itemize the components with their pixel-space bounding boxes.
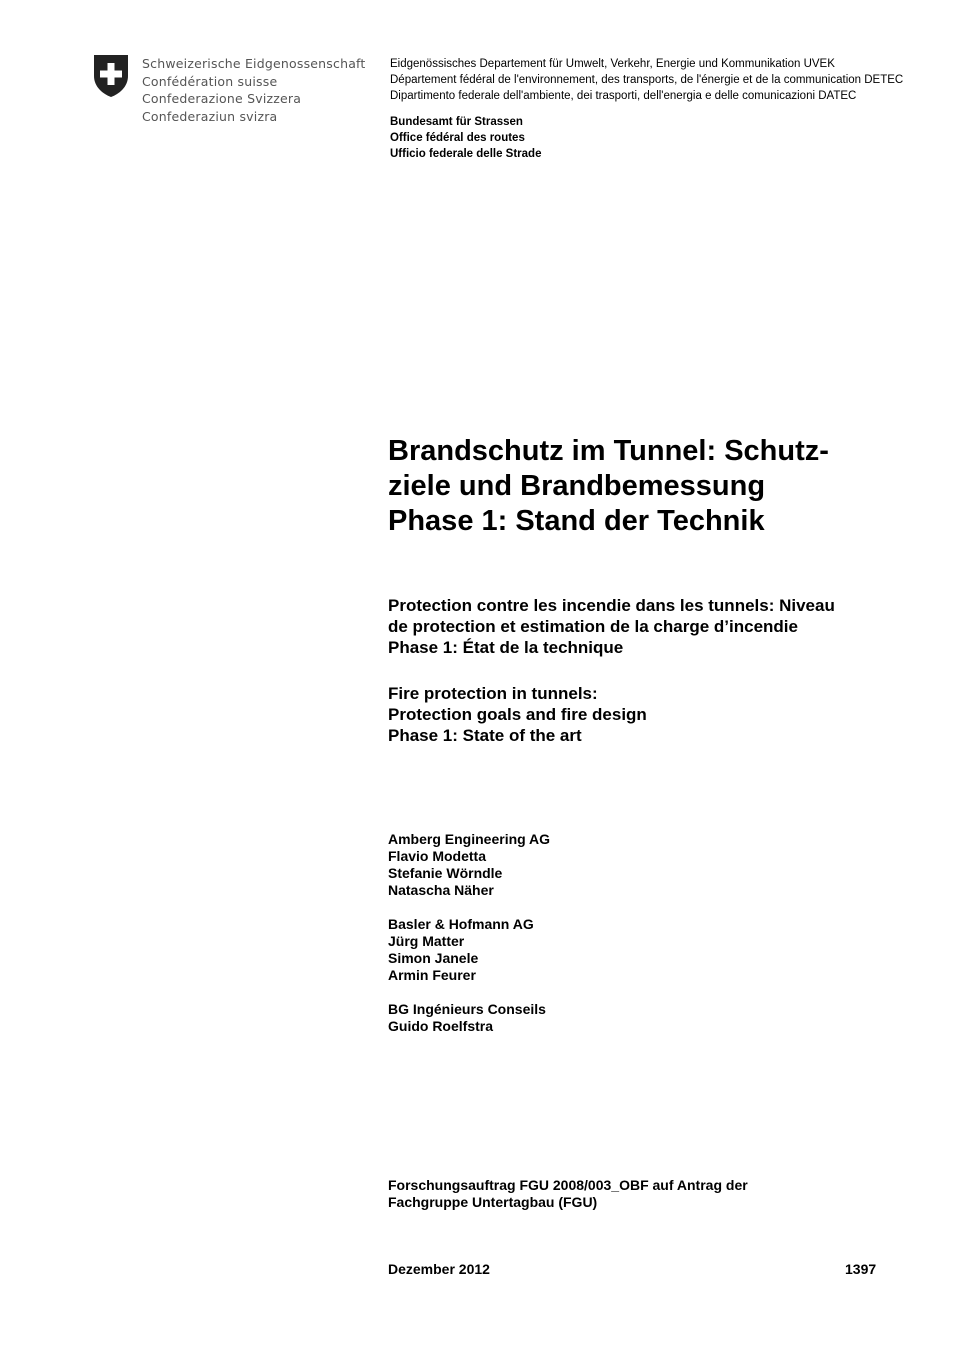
author-group-amberg xyxy=(388,831,550,899)
office-line-de: Bundesamt für Strassen xyxy=(390,116,523,128)
author-company: Basler & Hofmann AG xyxy=(388,916,534,932)
author-person: Flavio Modetta xyxy=(388,848,487,864)
research-mandate xyxy=(388,1177,748,1211)
confederation-names xyxy=(142,55,366,125)
author-person: Armin Feurer xyxy=(388,967,476,983)
department-line-fr: Département fédéral de l'environnement, des transports, de l'énergie et de la communication DETEC xyxy=(390,74,904,86)
author-person: Jürg Matter xyxy=(388,933,465,949)
title-fr-line: Protection contre les incendie dans les tunnels: Niveau xyxy=(388,596,835,615)
confederation-name-it: Confederazione Svizzera xyxy=(142,91,302,106)
mandate-line: Forschungsauftrag FGU 2008/003_OBF auf Antrag der xyxy=(388,1177,748,1193)
title-en-line: Protection goals and fire design xyxy=(388,705,647,724)
author-group-bg xyxy=(388,1001,550,1035)
author-person: Stefanie Wörndle xyxy=(388,865,503,881)
department-line-it: Dipartimento federale dell'ambiente, dei trasporti, dell'energia e delle comunicazioni DATEC xyxy=(390,90,857,102)
author-person: Guido Roelfstra xyxy=(388,1018,494,1034)
title-fr-line: Phase 1: État de la technique xyxy=(388,638,624,657)
title-de-line: Phase 1: Stand der Technik xyxy=(388,505,765,537)
title-fr-line: de protection et estimation de la charge d’incendie xyxy=(388,617,798,636)
document-title-fr xyxy=(388,595,835,658)
publication-date: Dezember 2012 xyxy=(388,1261,490,1277)
department-line-de: Eidgenössisches Departement für Umwelt, Verkehr, Energie und Kommunikation UVEK xyxy=(390,58,835,70)
title-de-line: Brandschutz im Tunnel: Schutz- xyxy=(388,435,829,467)
author-person: Natascha Näher xyxy=(388,882,494,898)
department-header xyxy=(390,56,903,104)
office-line-fr: Office fédéral des routes xyxy=(390,132,525,144)
document-title-de xyxy=(388,434,908,539)
author-group-basler-hofmann xyxy=(388,916,550,984)
confederation-name-fr: Confédération suisse xyxy=(142,73,278,89)
swiss-shield-logo-icon xyxy=(92,54,130,98)
author-person: Simon Janele xyxy=(388,950,479,966)
confederation-name-de: Schweizerische Eidgenossenschaft xyxy=(142,56,366,71)
title-en-line: Fire protection in tunnels: xyxy=(388,684,598,703)
author-company: Amberg Engineering AG xyxy=(388,831,551,847)
office-header xyxy=(390,114,541,162)
author-company: BG Ingénieurs Conseils xyxy=(388,1001,546,1017)
mandate-line: Fachgruppe Untertagbau (FGU) xyxy=(388,1194,598,1210)
authors-list xyxy=(388,831,550,1052)
office-line-it: Ufficio federale delle Strade xyxy=(390,148,542,160)
title-de-line: ziele und Brandbemessung xyxy=(388,470,766,502)
report-number: 1397 xyxy=(845,1261,877,1277)
document-title-en xyxy=(388,683,647,746)
confederation-name-rm: Confederaziun svizra xyxy=(142,108,278,124)
title-en-line: Phase 1: State of the art xyxy=(388,726,582,745)
